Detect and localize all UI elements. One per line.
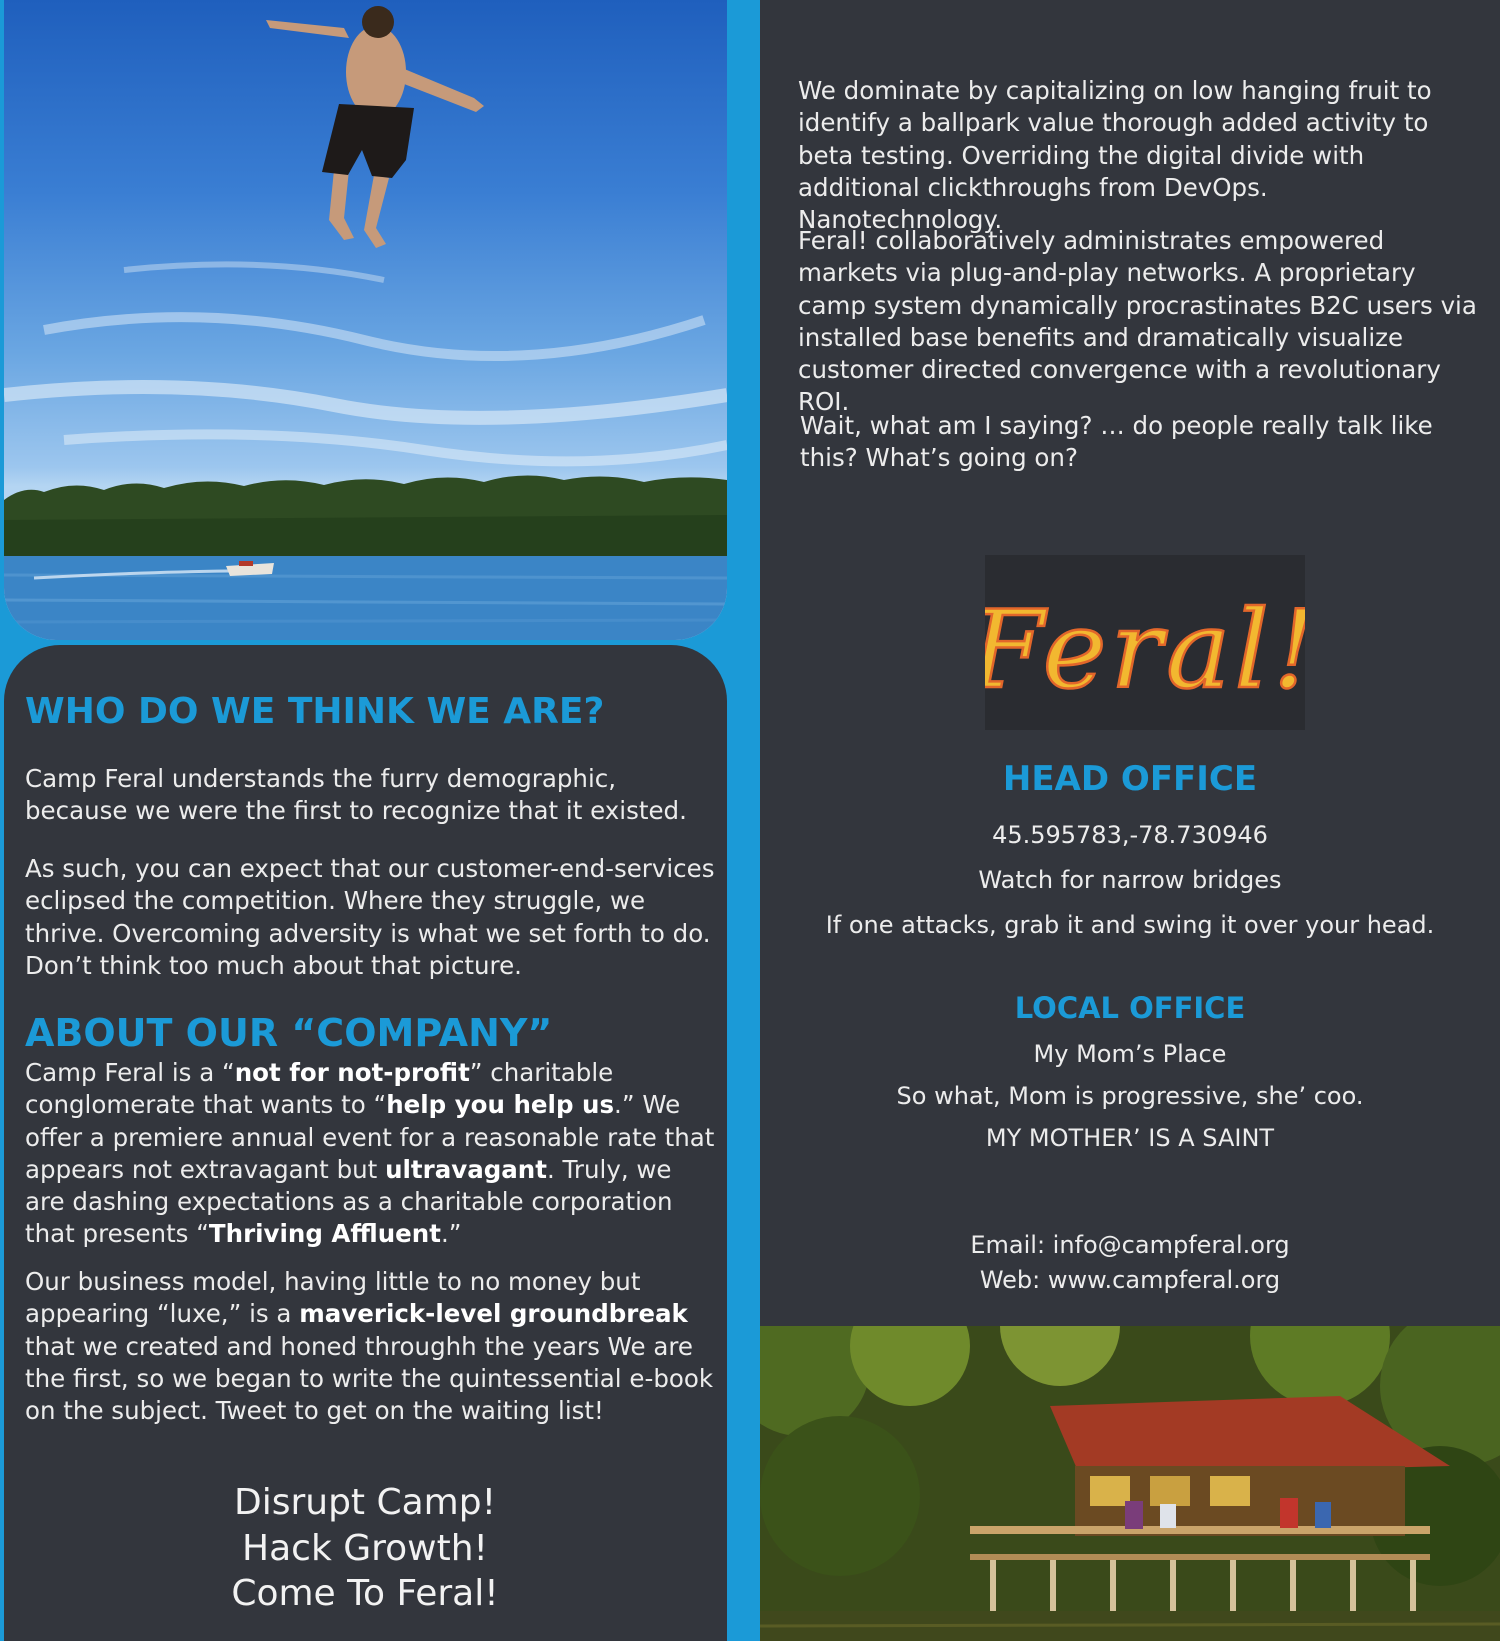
local-office-line-2: So what, Mom is progressive, she’ coo.	[896, 1082, 1364, 1110]
about-paragraph-1	[25, 1057, 715, 1251]
head-office-heading: HEAD OFFICE	[1002, 759, 1258, 799]
who-heading: WHO DO WE THINK WE ARE?	[25, 691, 605, 732]
lake-jump-photo	[4, 0, 727, 640]
local-office-heading: LOCAL OFFICE	[1014, 991, 1246, 1025]
about-p1-bold-2: help you help us	[386, 1090, 615, 1120]
about-p1-text-1: Camp Feral is a “	[25, 1058, 235, 1087]
about-p2-bold-1: maverick-level groundbreak	[299, 1299, 688, 1329]
cabin-scene-illustration	[760, 1326, 1500, 1641]
about-paragraph-2	[25, 1266, 715, 1427]
about-p1-text-4: . Truly, we are dashing expectations as a charitable corporation that presents “	[25, 1154, 673, 1249]
local-office-line-3: MY MOTHER’ IS A SAINT	[985, 1124, 1275, 1152]
about-p1-bold-3: ultravagant	[385, 1154, 547, 1184]
head-office-coordinates: 45.595783,-78.730946	[992, 821, 1268, 849]
feral-logo	[985, 555, 1305, 730]
about-p1-text-2: ” charitable conglomerate that wants to “	[25, 1058, 614, 1120]
slogan-line-1: Disrupt Camp!	[233, 1482, 497, 1523]
slogan-block	[150, 1480, 580, 1617]
about-p2-text-2: that we created and honed throughh the years We are the first, so we began to write the quintessential e-book on the subject. Tweet to get on the waiting list!	[25, 1331, 714, 1426]
intro-paragraph-2: Feral! collaboratively administrates empowered markets via plug-and-play networks. A proprietary camp system dynamically procrastinates B2C users via installed base benefits and dramatically visualize customer directed convergence with a revolutionary ROI.	[798, 226, 1477, 417]
head-office-line-3: If one attacks, grab it and swing it over your head.	[825, 911, 1435, 939]
intro-paragraph-1: We dominate by capitalizing on low hanging fruit to identify a ballpark value thorough added activity to beta testing. Overriding the digital divide with additional clickthroughs from DevOps. Nanotechnology.	[798, 76, 1432, 235]
about-heading: ABOUT OUR “COMPANY”	[25, 1011, 553, 1055]
cabin-photo	[760, 1326, 1500, 1641]
who-paragraph-2: As such, you can expect that our customer-end-services eclipsed the competition. Where they struggle, we thrive. Overcoming adversity is what we set forth to do. Don’t think too much about that picture.	[25, 854, 715, 980]
head-office-line-2: Watch for narrow bridges	[978, 866, 1282, 894]
about-p1-bold-4: Thriving Affluent	[208, 1219, 441, 1249]
who-paragraph-1: Camp Feral understands the furry demographic, because we were the first to recognize that it existed.	[25, 764, 687, 826]
local-office-line-1: My Mom’s Place	[1033, 1040, 1227, 1068]
feral-logo-art	[985, 555, 1305, 730]
about-p2-text-1: Our business model, having little to no money but appearing “luxe,” is a	[25, 1267, 641, 1329]
about-p1-text-5: .”	[440, 1219, 462, 1249]
contact-email[interactable]: Email: info@campferal.org	[970, 1231, 1290, 1259]
intro-paragraph-3: Wait, what am I saying? … do people really talk like this? What’s going on?	[800, 411, 1433, 473]
about-p1-text-3: .” We offer a premiere annual event for a reasonable rate that appears not extravagant but	[25, 1090, 715, 1184]
lake-scene-illustration	[4, 0, 727, 640]
feral-logo-text: Feral!	[985, 588, 1305, 713]
slogan-line-2: Hack Growth!	[242, 1527, 488, 1569]
about-p1-bold-1: not for not-profit	[234, 1058, 470, 1087]
contact-web[interactable]: Web: www.campferal.org	[979, 1266, 1281, 1294]
slogan-line-3: Come To Feral!	[231, 1573, 499, 1614]
